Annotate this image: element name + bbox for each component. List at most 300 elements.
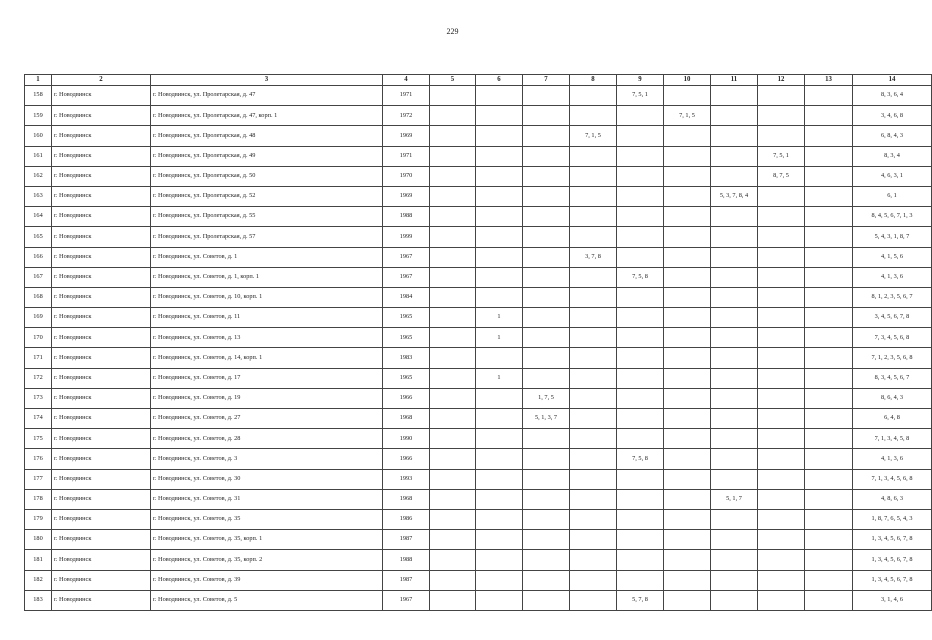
cell-col-3: г. Новодвинск, ул. Советов, д. 28 (151, 429, 383, 449)
cell-col-9 (617, 126, 664, 146)
cell-col-10 (664, 590, 711, 610)
cell-col-13 (805, 570, 853, 590)
cell-col-6 (476, 287, 523, 307)
table-row (25, 530, 932, 550)
cell-col-7 (523, 550, 570, 570)
cell-col-2: г. Новодвинск (52, 550, 151, 570)
cell-col-10: 7, 1, 5 (664, 106, 711, 126)
housing-register-table (24, 74, 932, 611)
cell-col-4: 1966 (383, 388, 430, 408)
cell-col-3: г. Новодвинск, ул. Советов, д. 35, корп. 1 (151, 530, 383, 550)
cell-col-3: г. Новодвинск, ул. Советов, д. 39 (151, 570, 383, 590)
cell-col-13 (805, 267, 853, 287)
cell-col-4: 1988 (383, 207, 430, 227)
cell-col-14: 7, 1, 2, 3, 5, 6, 8 (853, 348, 932, 368)
cell-col-13 (805, 106, 853, 126)
cell-col-14: 8, 3, 6, 4 (853, 86, 932, 106)
cell-col-2: г. Новодвинск (52, 328, 151, 348)
cell-col-14: 4, 6, 3, 1 (853, 166, 932, 186)
cell-col-2: г. Новодвинск (52, 469, 151, 489)
cell-col-12 (758, 267, 805, 287)
cell-col-6: 1 (476, 308, 523, 328)
cell-col-9 (617, 186, 664, 206)
cell-col-8: 3, 7, 8 (570, 247, 617, 267)
cell-col-4: 1993 (383, 469, 430, 489)
cell-col-12 (758, 570, 805, 590)
cell-col-1: 171 (25, 348, 52, 368)
table-row (25, 348, 932, 368)
cell-col-14: 7, 1, 3, 4, 5, 6, 8 (853, 469, 932, 489)
cell-col-9 (617, 509, 664, 529)
cell-col-10 (664, 166, 711, 186)
cell-col-7 (523, 509, 570, 529)
cell-col-7 (523, 308, 570, 328)
cell-col-13 (805, 308, 853, 328)
column-header-5: 5 (430, 75, 476, 86)
cell-col-7 (523, 166, 570, 186)
cell-col-1: 181 (25, 550, 52, 570)
cell-col-2: г. Новодвинск (52, 106, 151, 126)
cell-col-11 (711, 126, 758, 146)
cell-col-13 (805, 509, 853, 529)
cell-col-12 (758, 86, 805, 106)
cell-col-9 (617, 227, 664, 247)
cell-col-8 (570, 449, 617, 469)
cell-col-10 (664, 207, 711, 227)
cell-col-8 (570, 267, 617, 287)
table-row (25, 449, 932, 469)
cell-col-9 (617, 207, 664, 227)
cell-col-7 (523, 86, 570, 106)
table-body (25, 86, 932, 611)
cell-col-12 (758, 550, 805, 570)
cell-col-4: 1965 (383, 308, 430, 328)
cell-col-3: г. Новодвинск, ул. Советов, д. 1 (151, 247, 383, 267)
column-header-1: 1 (25, 75, 52, 86)
cell-col-2: г. Новодвинск (52, 509, 151, 529)
cell-col-4: 1988 (383, 550, 430, 570)
cell-col-2: г. Новодвинск (52, 287, 151, 307)
cell-col-11 (711, 469, 758, 489)
cell-col-7 (523, 207, 570, 227)
table-row (25, 328, 932, 348)
cell-col-3: г. Новодвинск, ул. Советов, д. 35 (151, 509, 383, 529)
cell-col-9 (617, 530, 664, 550)
table-row (25, 469, 932, 489)
cell-col-11 (711, 530, 758, 550)
cell-col-14: 4, 8, 6, 3 (853, 489, 932, 509)
cell-col-2: г. Новодвинск (52, 530, 151, 550)
cell-col-7: 5, 1, 3, 7 (523, 409, 570, 429)
cell-col-7 (523, 590, 570, 610)
cell-col-1: 165 (25, 227, 52, 247)
cell-col-13 (805, 186, 853, 206)
cell-col-10 (664, 469, 711, 489)
cell-col-6 (476, 550, 523, 570)
cell-col-10 (664, 550, 711, 570)
cell-col-2: г. Новодвинск (52, 409, 151, 429)
cell-col-10 (664, 388, 711, 408)
cell-col-3: г. Новодвинск, ул. Пролетарская, д. 48 (151, 126, 383, 146)
cell-col-8 (570, 146, 617, 166)
cell-col-10 (664, 449, 711, 469)
cell-col-5 (430, 449, 476, 469)
cell-col-5 (430, 530, 476, 550)
cell-col-4: 1984 (383, 287, 430, 307)
cell-col-11 (711, 166, 758, 186)
cell-col-5 (430, 308, 476, 328)
cell-col-5 (430, 509, 476, 529)
cell-col-8 (570, 308, 617, 328)
cell-col-6 (476, 388, 523, 408)
cell-col-4: 1969 (383, 186, 430, 206)
cell-col-2: г. Новодвинск (52, 590, 151, 610)
column-header-7: 7 (523, 75, 570, 86)
cell-col-6 (476, 186, 523, 206)
cell-col-11 (711, 267, 758, 287)
cell-col-14: 3, 1, 4, 6 (853, 590, 932, 610)
cell-col-11 (711, 106, 758, 126)
cell-col-1: 175 (25, 429, 52, 449)
cell-col-7: 1, 7, 5 (523, 388, 570, 408)
cell-col-5 (430, 590, 476, 610)
cell-col-6: 1 (476, 368, 523, 388)
cell-col-7 (523, 570, 570, 590)
column-header-8: 8 (570, 75, 617, 86)
cell-col-14: 7, 3, 4, 5, 6, 8 (853, 328, 932, 348)
cell-col-13 (805, 388, 853, 408)
cell-col-2: г. Новодвинск (52, 348, 151, 368)
cell-col-3: г. Новодвинск, ул. Пролетарская, д. 57 (151, 227, 383, 247)
cell-col-6 (476, 570, 523, 590)
cell-col-8 (570, 348, 617, 368)
table-row (25, 186, 932, 206)
table-row (25, 570, 932, 590)
cell-col-12: 8, 7, 5 (758, 166, 805, 186)
cell-col-6 (476, 267, 523, 287)
cell-col-13 (805, 86, 853, 106)
column-header-9: 9 (617, 75, 664, 86)
cell-col-1: 159 (25, 106, 52, 126)
cell-col-4: 1987 (383, 570, 430, 590)
cell-col-2: г. Новодвинск (52, 86, 151, 106)
cell-col-13 (805, 409, 853, 429)
cell-col-13 (805, 550, 853, 570)
cell-col-13 (805, 146, 853, 166)
cell-col-11 (711, 227, 758, 247)
cell-col-10 (664, 570, 711, 590)
cell-col-11 (711, 146, 758, 166)
cell-col-9 (617, 106, 664, 126)
cell-col-1: 164 (25, 207, 52, 227)
cell-col-1: 166 (25, 247, 52, 267)
cell-col-2: г. Новодвинск (52, 146, 151, 166)
cell-col-13 (805, 126, 853, 146)
cell-col-9 (617, 550, 664, 570)
cell-col-8 (570, 388, 617, 408)
cell-col-11: 5, 1, 7 (711, 489, 758, 509)
header-row (25, 75, 932, 86)
cell-col-4: 1968 (383, 489, 430, 509)
cell-col-1: 178 (25, 489, 52, 509)
cell-col-10 (664, 86, 711, 106)
cell-col-14: 1, 3, 4, 5, 6, 7, 8 (853, 530, 932, 550)
cell-col-11 (711, 328, 758, 348)
cell-col-4: 1965 (383, 368, 430, 388)
cell-col-9 (617, 146, 664, 166)
cell-col-8 (570, 207, 617, 227)
cell-col-8 (570, 368, 617, 388)
cell-col-14: 3, 4, 6, 8 (853, 106, 932, 126)
cell-col-7 (523, 227, 570, 247)
cell-col-14: 5, 4, 3, 1, 8, 7 (853, 227, 932, 247)
cell-col-5 (430, 267, 476, 287)
cell-col-4: 1999 (383, 227, 430, 247)
cell-col-2: г. Новодвинск (52, 308, 151, 328)
cell-col-8 (570, 106, 617, 126)
cell-col-10 (664, 227, 711, 247)
cell-col-11 (711, 308, 758, 328)
cell-col-13 (805, 287, 853, 307)
cell-col-3: г. Новодвинск, ул. Советов, д. 35, корп. 2 (151, 550, 383, 570)
cell-col-9 (617, 469, 664, 489)
table-row (25, 86, 932, 106)
cell-col-14: 8, 1, 2, 3, 5, 6, 7 (853, 287, 932, 307)
cell-col-11 (711, 247, 758, 267)
cell-col-2: г. Новодвинск (52, 368, 151, 388)
cell-col-2: г. Новодвинск (52, 570, 151, 590)
table-row (25, 267, 932, 287)
cell-col-12 (758, 106, 805, 126)
cell-col-12 (758, 328, 805, 348)
cell-col-6 (476, 166, 523, 186)
cell-col-12 (758, 126, 805, 146)
cell-col-4: 1972 (383, 106, 430, 126)
cell-col-6 (476, 449, 523, 469)
cell-col-5 (430, 106, 476, 126)
cell-col-6 (476, 247, 523, 267)
cell-col-14: 8, 6, 4, 3 (853, 388, 932, 408)
cell-col-5 (430, 146, 476, 166)
cell-col-5 (430, 570, 476, 590)
cell-col-8 (570, 186, 617, 206)
cell-col-6 (476, 530, 523, 550)
cell-col-3: г. Новодвинск, ул. Советов, д. 11 (151, 308, 383, 328)
cell-col-11 (711, 207, 758, 227)
cell-col-12 (758, 530, 805, 550)
cell-col-10 (664, 530, 711, 550)
cell-col-7 (523, 106, 570, 126)
cell-col-2: г. Новодвинск (52, 186, 151, 206)
table-row (25, 247, 932, 267)
cell-col-9: 7, 5, 8 (617, 267, 664, 287)
cell-col-13 (805, 449, 853, 469)
cell-col-1: 183 (25, 590, 52, 610)
cell-col-12 (758, 469, 805, 489)
cell-col-9: 5, 7, 8 (617, 590, 664, 610)
cell-col-10 (664, 126, 711, 146)
cell-col-1: 163 (25, 186, 52, 206)
cell-col-4: 1986 (383, 509, 430, 529)
cell-col-12 (758, 509, 805, 529)
cell-col-4: 1967 (383, 247, 430, 267)
cell-col-4: 1983 (383, 348, 430, 368)
cell-col-13 (805, 207, 853, 227)
cell-col-14: 1, 3, 4, 5, 6, 7, 8 (853, 570, 932, 590)
cell-col-3: г. Новодвинск, ул. Советов, д. 27 (151, 409, 383, 429)
column-header-12: 12 (758, 75, 805, 86)
cell-col-2: г. Новодвинск (52, 227, 151, 247)
table-row (25, 106, 932, 126)
cell-col-1: 160 (25, 126, 52, 146)
cell-col-7 (523, 429, 570, 449)
table-row (25, 166, 932, 186)
cell-col-11: 5, 3, 7, 8, 4 (711, 186, 758, 206)
cell-col-1: 180 (25, 530, 52, 550)
cell-col-14: 6, 1 (853, 186, 932, 206)
cell-col-9 (617, 429, 664, 449)
cell-col-9 (617, 287, 664, 307)
cell-col-4: 1965 (383, 328, 430, 348)
cell-col-10 (664, 348, 711, 368)
cell-col-9 (617, 409, 664, 429)
cell-col-9 (617, 570, 664, 590)
cell-col-14: 4, 1, 3, 6 (853, 449, 932, 469)
cell-col-11 (711, 86, 758, 106)
cell-col-9 (617, 348, 664, 368)
cell-col-6 (476, 146, 523, 166)
cell-col-3: г. Новодвинск, ул. Советов, д. 10, корп. 1 (151, 287, 383, 307)
cell-col-13 (805, 328, 853, 348)
cell-col-6 (476, 348, 523, 368)
table-row (25, 227, 932, 247)
cell-col-10 (664, 429, 711, 449)
cell-col-14: 3, 4, 5, 6, 7, 8 (853, 308, 932, 328)
cell-col-5 (430, 166, 476, 186)
table-row (25, 409, 932, 429)
cell-col-8: 7, 1, 5 (570, 126, 617, 146)
cell-col-8 (570, 509, 617, 529)
column-header-14: 14 (853, 75, 932, 86)
cell-col-12 (758, 388, 805, 408)
cell-col-3: г. Новодвинск, ул. Пролетарская, д. 55 (151, 207, 383, 227)
cell-col-2: г. Новодвинск (52, 388, 151, 408)
cell-col-1: 174 (25, 409, 52, 429)
cell-col-10 (664, 146, 711, 166)
table-row (25, 308, 932, 328)
cell-col-5 (430, 550, 476, 570)
cell-col-8 (570, 429, 617, 449)
cell-col-3: г. Новодвинск, ул. Советов, д. 17 (151, 368, 383, 388)
column-header-11: 11 (711, 75, 758, 86)
cell-col-5 (430, 227, 476, 247)
cell-col-6 (476, 509, 523, 529)
cell-col-8 (570, 328, 617, 348)
cell-col-12 (758, 227, 805, 247)
cell-col-1: 161 (25, 146, 52, 166)
cell-col-12 (758, 449, 805, 469)
cell-col-12 (758, 429, 805, 449)
cell-col-11 (711, 570, 758, 590)
cell-col-7 (523, 328, 570, 348)
cell-col-8 (570, 166, 617, 186)
table-row (25, 489, 932, 509)
cell-col-14: 6, 4, 8 (853, 409, 932, 429)
cell-col-9 (617, 368, 664, 388)
cell-col-7 (523, 348, 570, 368)
column-header-2: 2 (52, 75, 151, 86)
cell-col-12 (758, 348, 805, 368)
cell-col-7 (523, 489, 570, 509)
table-row (25, 550, 932, 570)
cell-col-8 (570, 469, 617, 489)
cell-col-11 (711, 449, 758, 469)
cell-col-4: 1971 (383, 86, 430, 106)
cell-col-14: 4, 1, 5, 6 (853, 247, 932, 267)
column-header-13: 13 (805, 75, 853, 86)
cell-col-3: г. Новодвинск, ул. Советов, д. 13 (151, 328, 383, 348)
cell-col-11 (711, 429, 758, 449)
column-header-3: 3 (151, 75, 383, 86)
cell-col-4: 1966 (383, 449, 430, 469)
cell-col-8 (570, 550, 617, 570)
cell-col-13 (805, 590, 853, 610)
table-row (25, 368, 932, 388)
cell-col-2: г. Новодвинск (52, 126, 151, 146)
cell-col-1: 173 (25, 388, 52, 408)
cell-col-6 (476, 590, 523, 610)
cell-col-10 (664, 287, 711, 307)
cell-col-1: 179 (25, 509, 52, 529)
cell-col-14: 1, 3, 4, 5, 6, 7, 8 (853, 550, 932, 570)
cell-col-12 (758, 409, 805, 429)
cell-col-3: г. Новодвинск, ул. Советов, д. 14, корп. 1 (151, 348, 383, 368)
cell-col-5 (430, 409, 476, 429)
cell-col-13 (805, 166, 853, 186)
cell-col-5 (430, 368, 476, 388)
cell-col-6: 1 (476, 328, 523, 348)
cell-col-8 (570, 86, 617, 106)
cell-col-11 (711, 388, 758, 408)
cell-col-10 (664, 409, 711, 429)
cell-col-6 (476, 207, 523, 227)
cell-col-7 (523, 449, 570, 469)
cell-col-6 (476, 489, 523, 509)
cell-col-8 (570, 409, 617, 429)
cell-col-10 (664, 267, 711, 287)
cell-col-12 (758, 368, 805, 388)
cell-col-3: г. Новодвинск, ул. Советов, д. 1, корп. 1 (151, 267, 383, 287)
cell-col-14: 7, 1, 3, 4, 5, 8 (853, 429, 932, 449)
cell-col-8 (570, 227, 617, 247)
table-row (25, 146, 932, 166)
table-row (25, 126, 932, 146)
cell-col-11 (711, 590, 758, 610)
cell-col-2: г. Новодвинск (52, 449, 151, 469)
cell-col-5 (430, 207, 476, 227)
cell-col-4: 1971 (383, 146, 430, 166)
cell-col-6 (476, 106, 523, 126)
table-row (25, 207, 932, 227)
cell-col-6 (476, 126, 523, 146)
cell-col-4: 1970 (383, 166, 430, 186)
cell-col-14: 6, 8, 4, 3 (853, 126, 932, 146)
cell-col-1: 177 (25, 469, 52, 489)
cell-col-9 (617, 247, 664, 267)
cell-col-10 (664, 186, 711, 206)
cell-col-8 (570, 570, 617, 590)
cell-col-10 (664, 328, 711, 348)
